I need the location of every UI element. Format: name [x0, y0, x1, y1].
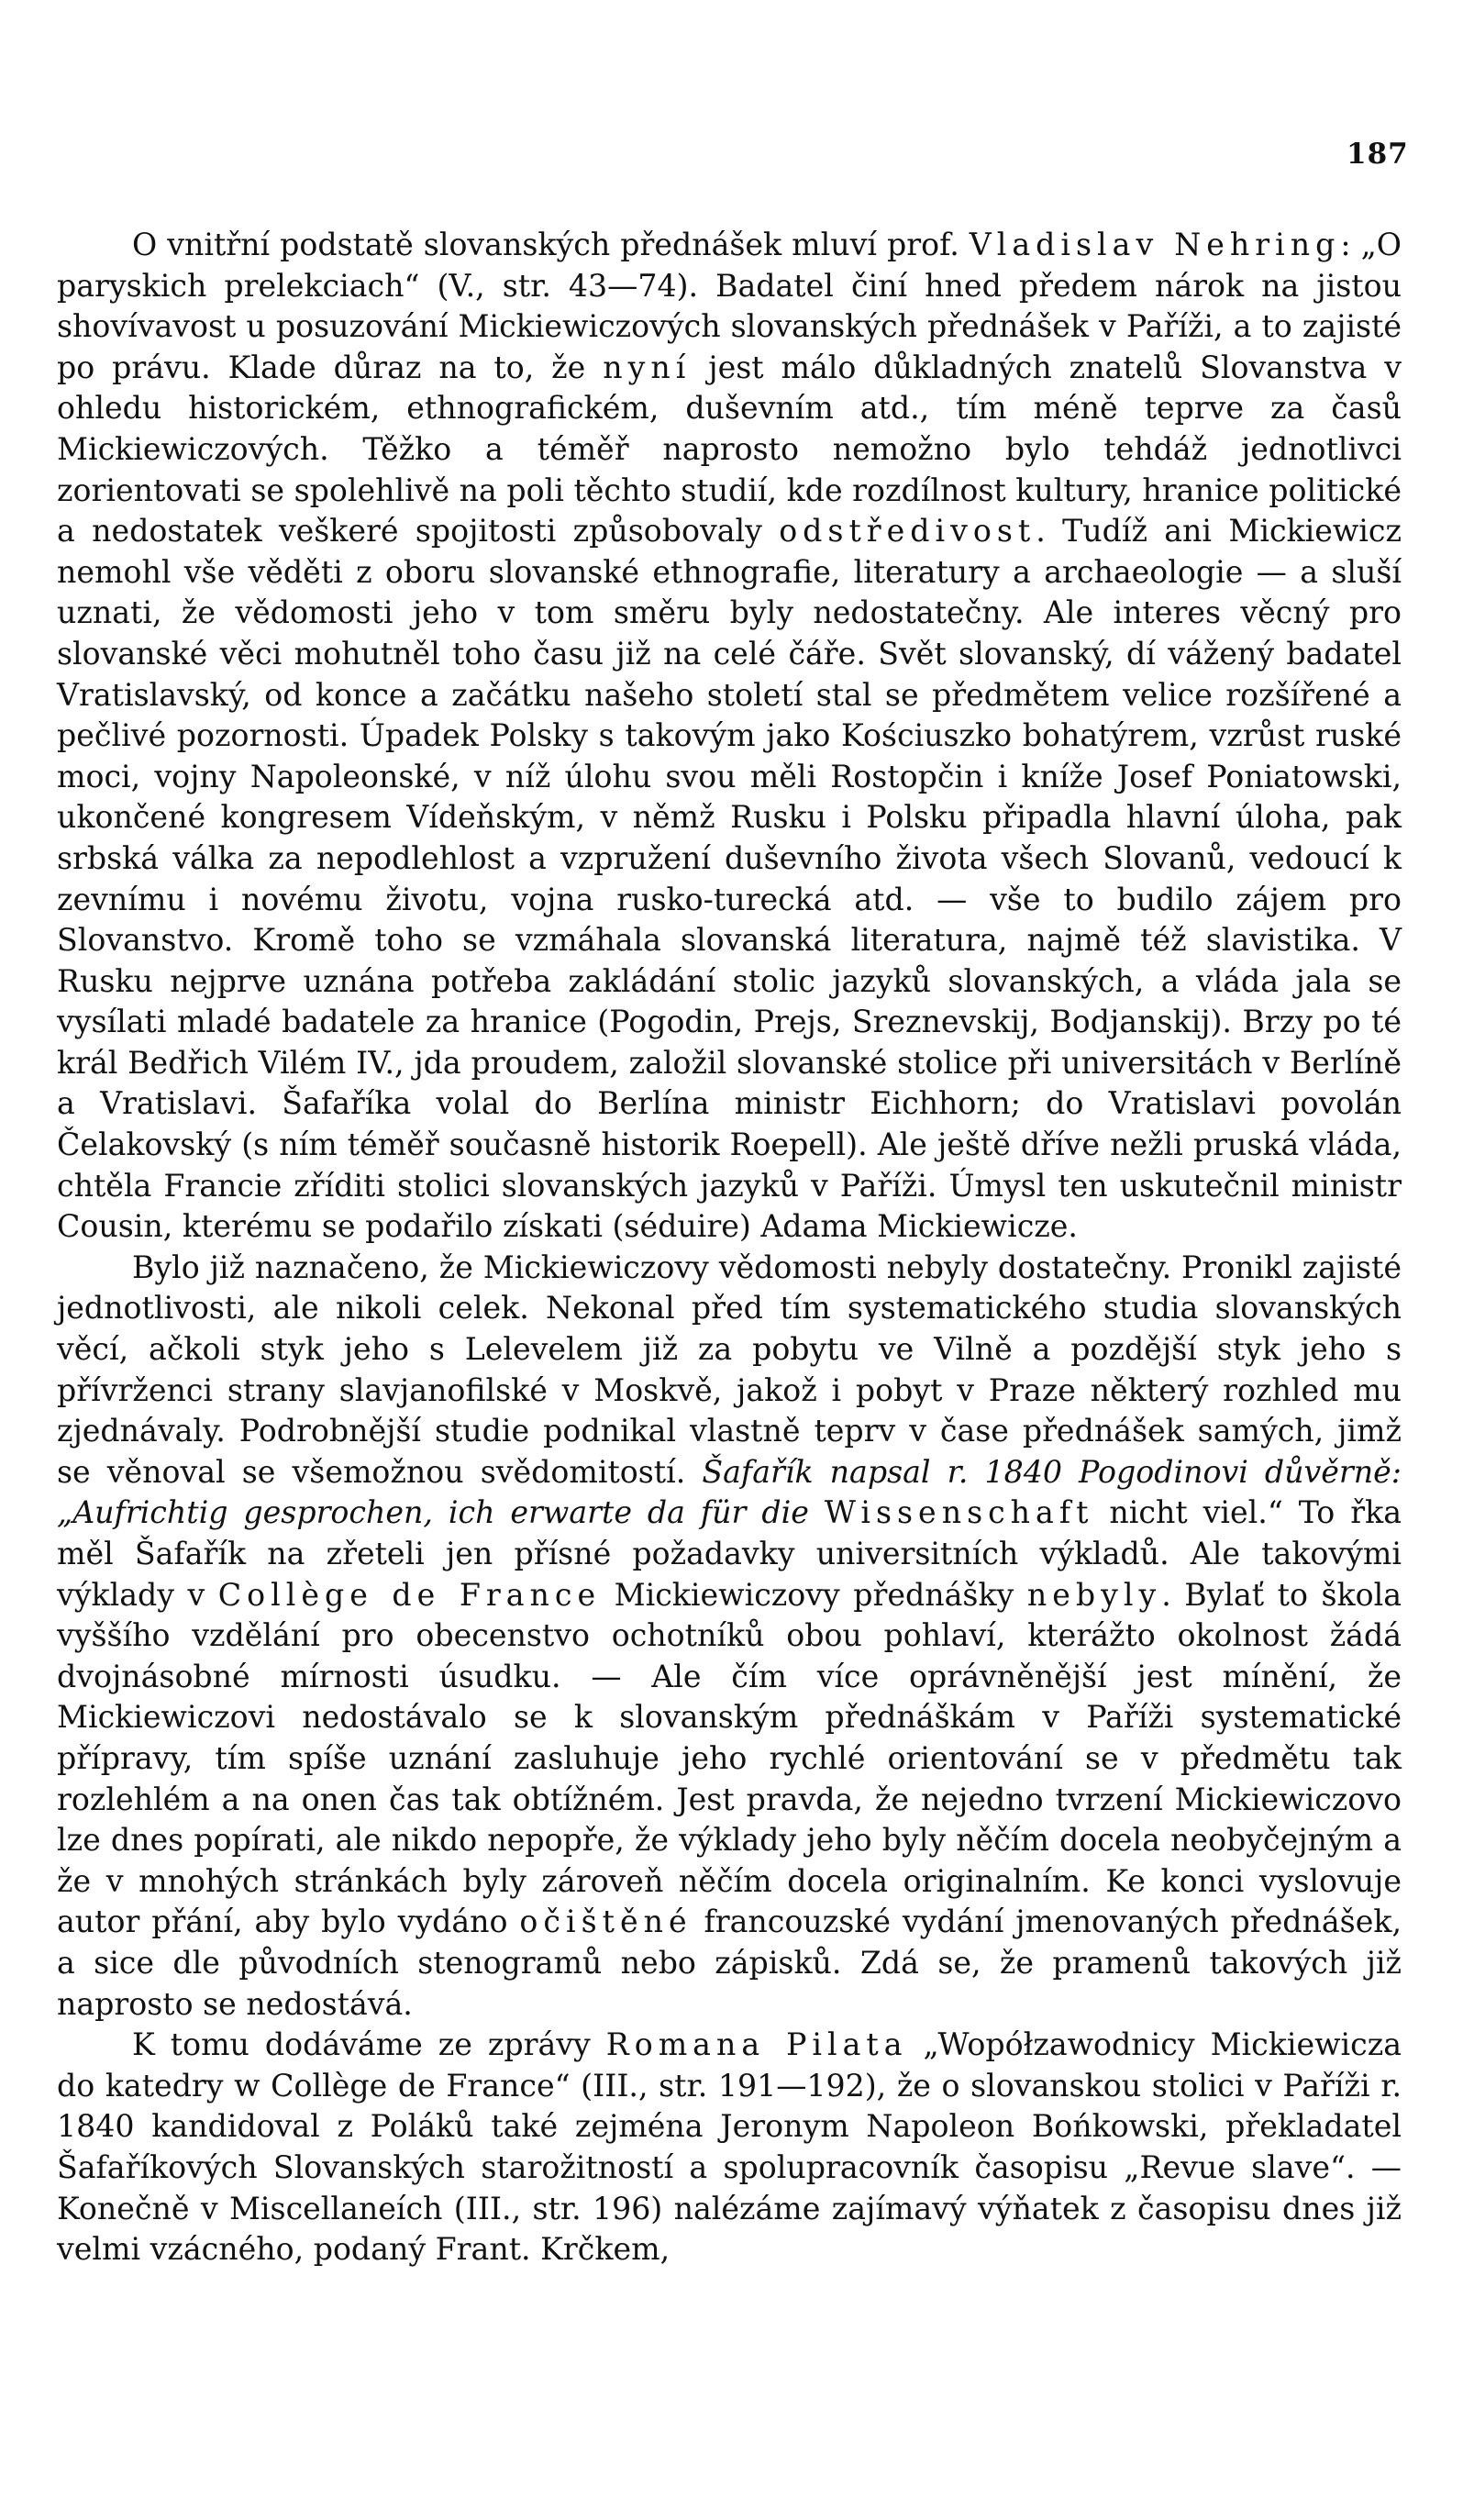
text-segment: O vnitřní podstatě slovanských přednášek mluví prof.: [132, 227, 970, 262]
paragraph: [57, 2025, 1402, 2270]
text-segment: nicht viel.“ To řka měl Šafařík na zřeteli jen přísné požadavky universitních výkladů. Ale takovými výklady v: [57, 1494, 1402, 1613]
spaced-emphasis: odstředivost: [779, 513, 1036, 550]
paragraph: [57, 1248, 1402, 2025]
spaced-emphasis: nebyly: [1026, 1576, 1162, 1613]
text-segment: Mickiewiczovy přednášky: [601, 1576, 1027, 1613]
spaced-emphasis: Wissenschaft: [824, 1494, 1094, 1531]
body-text: [57, 225, 1402, 2270]
text-segment: francouzské vydání jmenovaných přednášek, a sice dle původních stenogramů nebo zápisků. Zdá se, že pramenů takových již naprosto se nedostává.: [57, 1904, 1402, 2022]
text-segment: Bylo již naznačeno, že Mickiewiczovy vědomosti nebyly dostatečny. Pronikl zajisté jednotlivosti, ale nikoli celek. Nekonal před tím systematického studia slovanských věcí, ačkoli styk jeho s Lelevelem již za pobytu ve Vilně a pozdější styk jeho s přívrženci strany slavjanofilské v Moskvě, jakož i pobyt v Praze některý rozhled mu zjednávaly. Podrobnější studie podnikal vlastně teprv v čase přednášek samých, jimž se věnoval se všemožnou svědomitostí.: [57, 1249, 1402, 1490]
text-segment: jest málo důkladných znatelů Slovanstva v ohledu historickém, ethnografickém, duševním atd., tím méně teprve za časů Mickiewiczových. Těžko a téměř naprosto nemožno bylo tehdáž jednotlivci zorientovati se spolehlivě na poli těchto studií, kde rozdílnost kultury, hranice politické a nedostatek veškeré spojitosti způsobovaly: [57, 349, 1402, 550]
paragraph: [57, 225, 1402, 1248]
text-segment: : „O paryskich prelekciach“ (V., str. 43—74). Badatel činí hned předem nárok na jistou shovívavost u posuzování Mickiewiczových slovanských přednášek v Paříži, a to zajisté po právu. Klade důraz na to, že: [57, 227, 1402, 385]
spaced-emphasis: Vladislav Nehring: [969, 227, 1341, 262]
spaced-emphasis: Collège de France: [217, 1576, 602, 1613]
text-segment: K tomu dodáváme ze zprávy: [132, 2026, 606, 2063]
text-segment: „Wopółzawodnicy Mickiewicza do katedry w Collège de France“ (III., str. 191—192), že o slovanskou stolici v Paříži r. 1840 kandidoval z Poláků také zejména Jeronym Napoleon Bońkowski, překladatel Šafaříkových Slovanských starožitností a spolupracovník časopisu „Revue slave“. — Konečně v Miscellaneích (III., str. 196) nalézáme zajímavý výňatek z časopisu dnes již velmi vzácného, podaný Frant. Krčkem,: [57, 2026, 1402, 2268]
spaced-emphasis: nyní: [603, 349, 692, 385]
text-segment: . Bylať to škola vyššího vzdělání pro obecenstvo ochotníků obou pohlaví, kterážto okolnost žádá dvojnásobné mírnosti úsudku. — Ale čím více oprávněnější jest mínění, že Mickiewiczovi nedostávalo se k slovanským přednáškám v Paříži systematické přípravy, tím spíše uznání zasluhuje jeho rychlé orientování se v předmětu tak rozlehlém a na onen čas tak obtížném. Jest pravda, že nejedno tvrzení Mickiewiczovo lze dnes popírati, ale nikdo nepopře, že výklady jeho byly něčím docela neobyčejným a že v mnohých stránkách byly zároveň něčím docela originalním. Ke konci vyslovuje autor přání, aby bylo vydáno: [57, 1576, 1402, 1940]
spaced-emphasis: Romana Pilata: [605, 2026, 908, 2063]
page-number: 187: [1347, 138, 1409, 171]
spaced-emphasis: očištěné: [519, 1904, 693, 1940]
italic-text: Šafařík napsal r. 1840 Pogodinovi důvěrně: „Aufrichtig gesprochen, ich erwarte da für die: [57, 1453, 1402, 1531]
text-segment: . Tudíž ani Mickiewicz nemohl vše věděti z oboru slovanské ethnografie, literatury a archaeologie — a sluší uznati, že vědomosti jeho v tom směru byly nedostatečny. Ale interes věcný pro slovanské věci mohutněl toho času již na celé čáře. Svět slovanský, dí vážený badatel Vratislavský, od konce a začátku našeho století stal se předmětem velice rozšířené a pečlivé pozornosti. Úpadek Polsky s takovým jako Kościuszko bohatýrem, vzrůst ruské moci, vojny Napoleonské, v níž úlohu svou měli Rostopčin i kníže Josef Poniatowski, ukončené kongresem Vídeňským, v němž Rusku i Polsku připadla hlavní úloha, pak srbská válka za nepodlehlost a vzpružení duševního života všech Slovanů, vedoucí k zevnímu i novému životu, vojna rusko-turecká atd. — vše to budilo zájem pro Slovanstvo. Kromě toho se vzmáhala slovanská literatura, najmě též slavistika. V Rusku nejprve uznána potřeba zakládání stolic jazyků slovanských, a vláda jala se vysílati mladé badatele za hranice (Pogodin, Prejs, Sreznevskij, Bodjanskij). Brzy po té král Bedřich Vilém IV., jda proudem, založil slovanské stolice při universitách v Berlíně a Vratislavi. Šafaříka volal do Berlína ministr Eichhorn; do Vratislavi povolán Čelakovský (s ním téměř současně historik Roepell). Ale ještě dříve nežli pruská vláda, chtěla Francie zříditi stolici slovanských jazyků v Paříži. Úmysl ten uskutečnil ministr Cousin, kterému se podařilo získati (séduire) Adama Mickiewicze.: [57, 513, 1402, 1245]
